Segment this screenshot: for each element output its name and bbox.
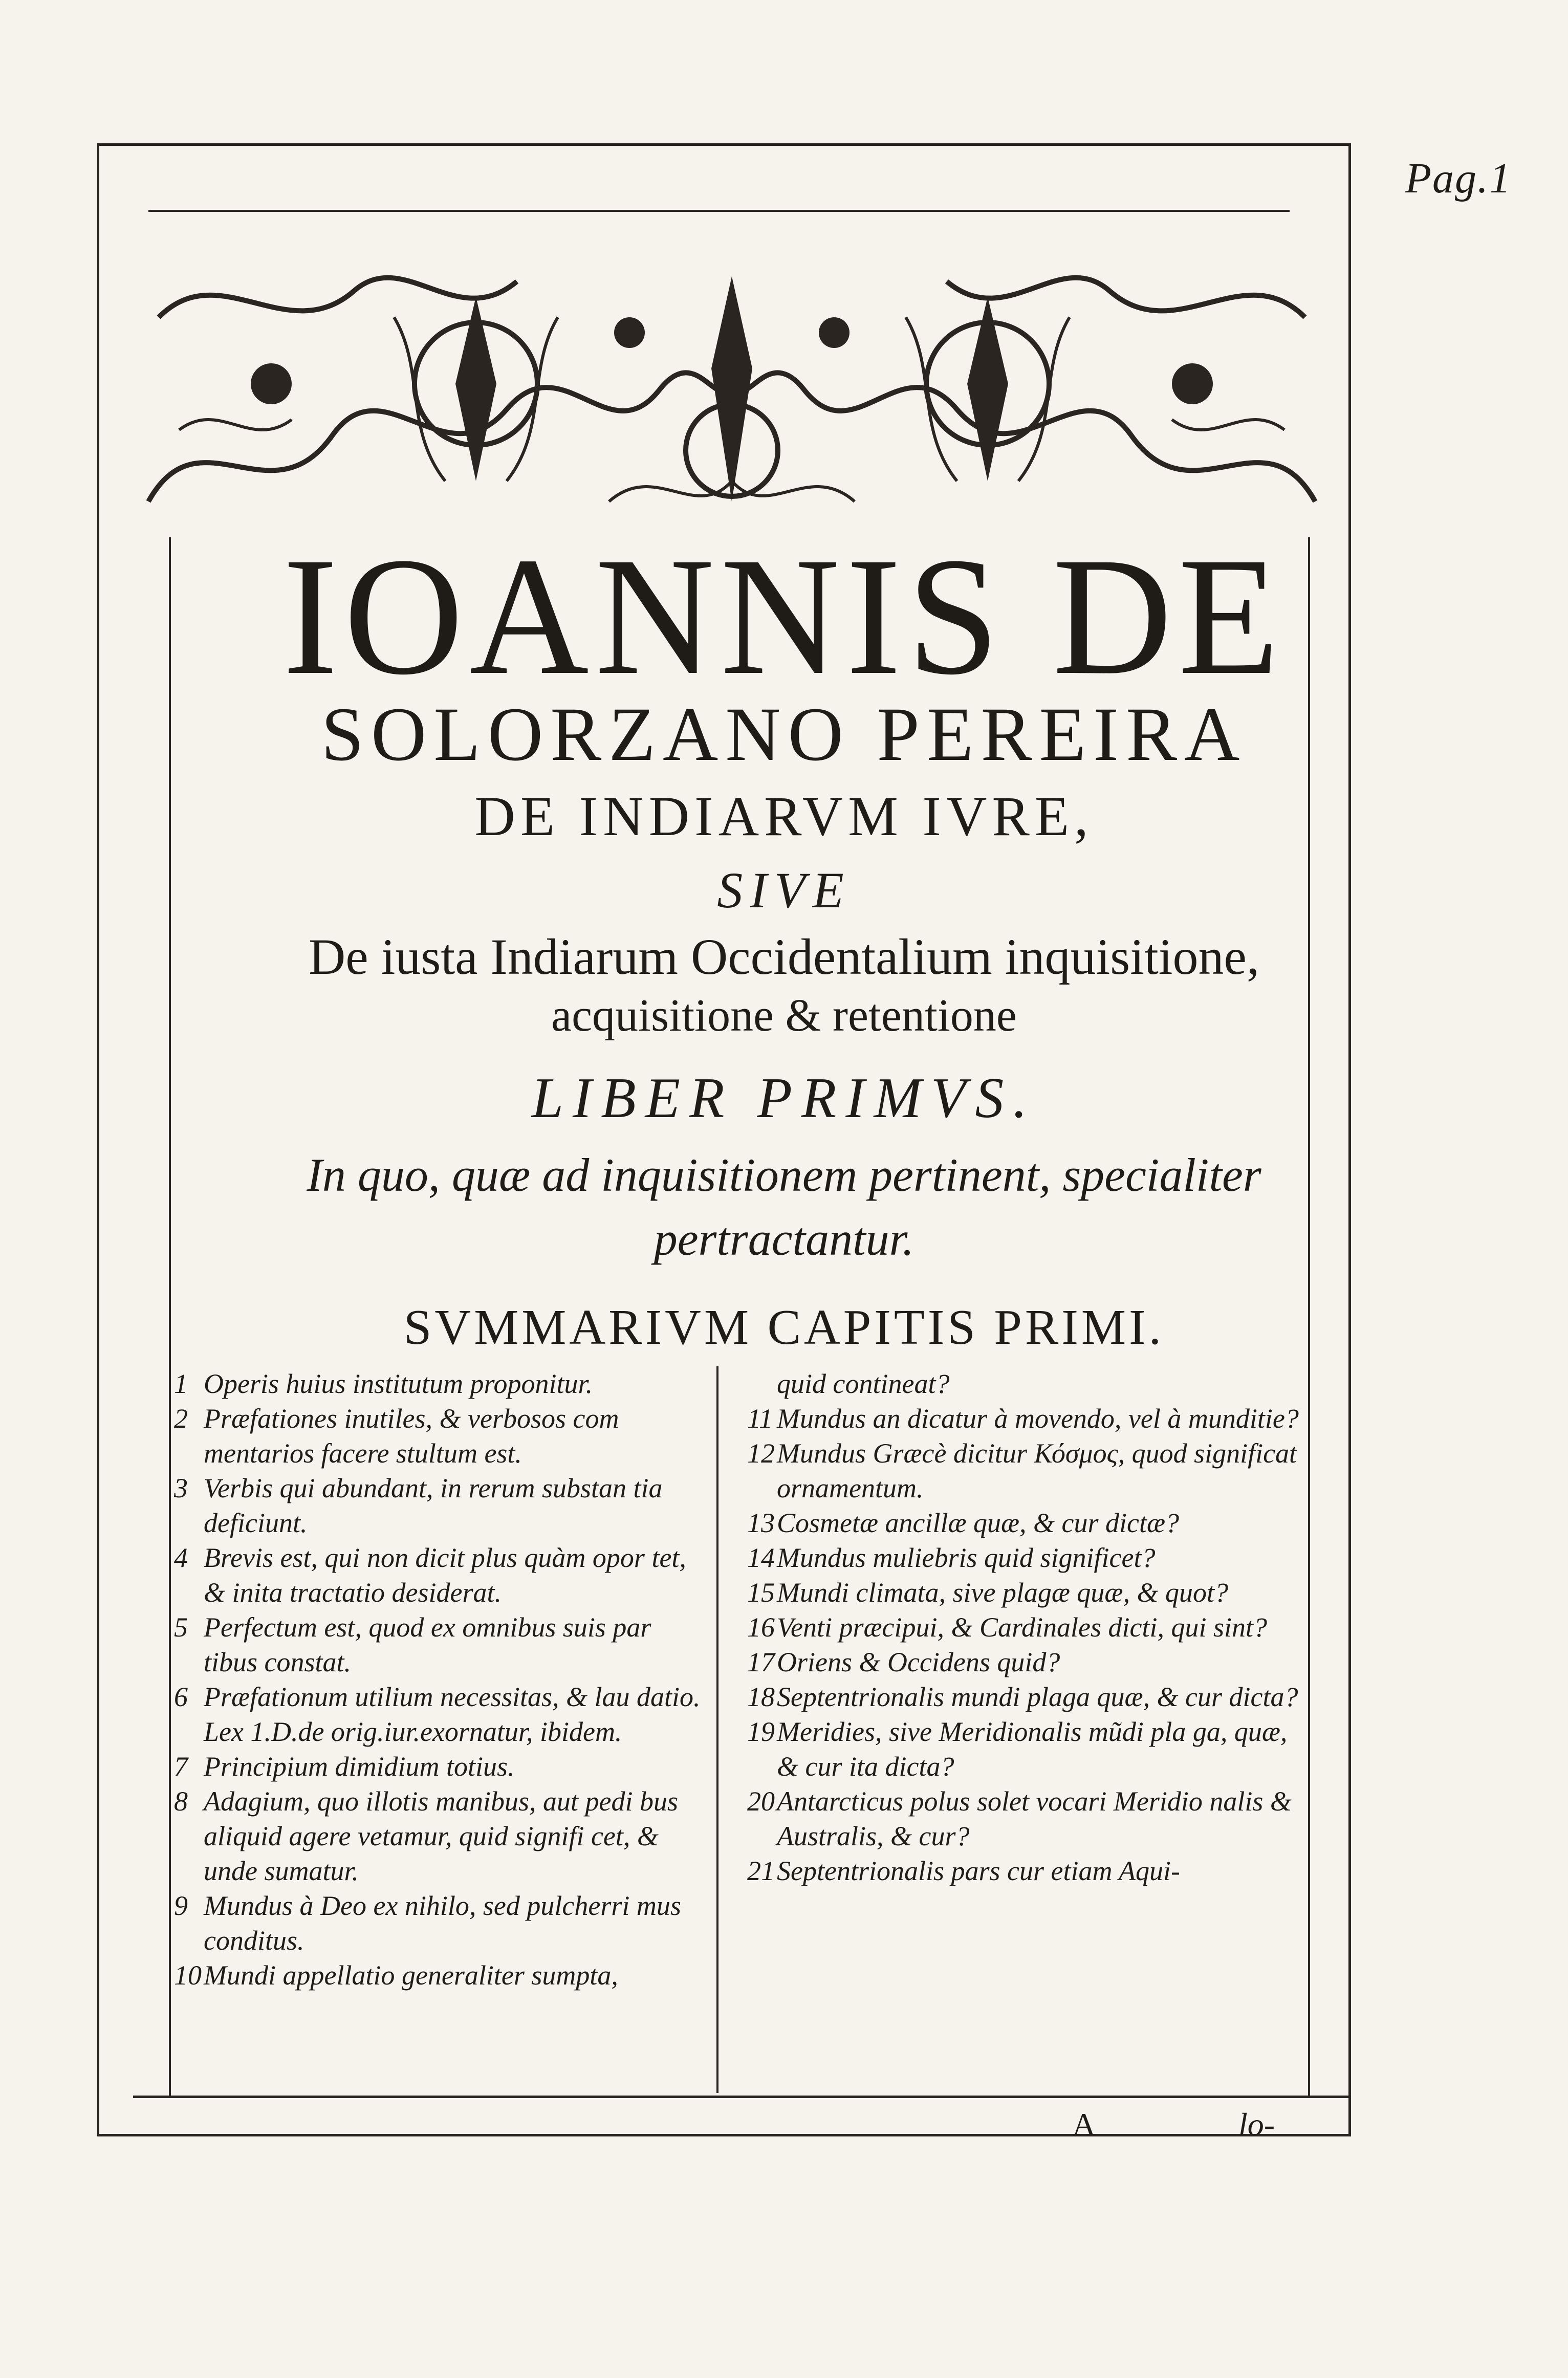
summary-item (174, 1958, 711, 1993)
author-name-line2: SOLORZANO PEREIRA (321, 692, 1247, 777)
summary-item (747, 1679, 1300, 1714)
page-number: Pag.1 (1405, 155, 1512, 202)
column-divider (716, 1366, 718, 2093)
summary-item (747, 1436, 1300, 1506)
summary-heading: SVMMARIVM CAPITIS PRIMI. (403, 1300, 1165, 1355)
summary-item (174, 1888, 711, 1958)
item-text: Adagium, quo illotis manibus, aut pedi bus aliquid agere vetamur, quid signifi cet, & unde sumatur. (204, 1786, 679, 1886)
item-number: 13 (747, 1508, 775, 1538)
item-text: Præfationes inutiles, & verbosos com mentarios facere stultum est. (204, 1403, 619, 1469)
item-text: Mundi appellatio generaliter sumpta, (204, 1960, 618, 1991)
woodcut-headpiece-ornament (118, 215, 1346, 548)
item-number: 15 (747, 1577, 775, 1608)
work-title: DE INDIARVM IVRE, (474, 785, 1094, 847)
header-rule (148, 210, 1290, 212)
item-text: Verbis qui abundant, in rerum substan tia deficiunt. (204, 1473, 663, 1538)
summary-item (747, 1540, 1300, 1575)
item-number: 6 (174, 1682, 188, 1712)
summary-item (174, 1471, 711, 1540)
summary-item (747, 1784, 1300, 1853)
summary-item (174, 1540, 711, 1610)
item-text: Oriens & Occidens quid? (777, 1647, 1060, 1677)
item-number: 19 (747, 1716, 775, 1747)
item-text: Meridies, sive Meridionalis mũdi pla ga, quæ, & cur ita dicta? (777, 1716, 1288, 1782)
summary-item (174, 1679, 711, 1714)
item-number: 7 (174, 1751, 188, 1782)
item-text: Antarcticus polus solet vocari Meridio nalis & Australis, & cur? (777, 1786, 1292, 1851)
summary-item (747, 1366, 1300, 1401)
subtitle-line1: De iusta Indiarum Occidentalium inquisitione, (309, 928, 1259, 985)
summary-item (747, 1401, 1300, 1436)
summary-item (174, 1714, 711, 1749)
item-text: Mundus muliebris quid significet? (777, 1542, 1156, 1573)
item-text: Septentrionalis mundi plaga quæ, & cur dicta? (777, 1682, 1298, 1712)
item-text: Principium dimidium totius. (204, 1751, 515, 1782)
summary-item (174, 1784, 711, 1888)
sive-connector: SIVE (717, 862, 851, 919)
item-text: Cosmetæ ancillæ quæ, & cur dictæ? (777, 1508, 1180, 1538)
summary-item (747, 1575, 1300, 1610)
item-text: Brevis est, qui non dicit plus quàm opor tet, & inita tractatio desiderat. (204, 1542, 686, 1608)
item-number: 14 (747, 1542, 775, 1573)
subtitle-line2: acquisitione & retentione (551, 990, 1017, 1041)
item-text: Mundus an dicatur à movendo, vel à munditie? (777, 1403, 1299, 1434)
item-text: Septentrionalis pars cur etiam Aqui- (777, 1856, 1180, 1886)
summary-item (747, 1853, 1300, 1888)
item-text: Mundus à Deo ex nihilo, sed pulcherri mus conditus. (204, 1890, 681, 1956)
item-text: Lex 1.D.de orig.iur.exornatur, ibidem. (204, 1716, 622, 1747)
item-text: Venti præcipui, & Cardinales dicti, qui sint? (777, 1612, 1267, 1643)
summary-left-column (174, 1366, 711, 2096)
item-number: 4 (174, 1542, 188, 1573)
summary-item (747, 1645, 1300, 1679)
item-number: 9 (174, 1890, 188, 1921)
item-number: 1 (174, 1368, 188, 1399)
item-number: 11 (747, 1403, 773, 1434)
item-text: Perfectum est, quod ex omnibus suis par tibus constat. (204, 1612, 651, 1677)
item-number: 16 (747, 1612, 775, 1643)
author-name-line1: IOANNIS DE (282, 523, 1286, 710)
summary-right-column (747, 1366, 1300, 2096)
summary-item (174, 1749, 711, 1784)
item-number: 20 (747, 1786, 775, 1817)
intro-line1: In quo, quæ ad inquisitionem pertinent, specialiter (307, 1149, 1261, 1201)
item-text: Mundi climata, sive plagæ quæ, & quot? (777, 1577, 1228, 1608)
item-number: 10 (174, 1960, 202, 1991)
item-text: Operis huius institutum proponitur. (204, 1368, 593, 1399)
intro-line2: pertractantur. (654, 1213, 914, 1265)
summary-item (174, 1401, 711, 1471)
footer-rule (133, 2096, 1351, 2098)
item-number: 12 (747, 1438, 775, 1469)
catchword: lo- (1238, 2106, 1275, 2143)
book-heading: LIBER PRIMVS. (531, 1066, 1037, 1130)
item-text: Præfationum utilium necessitas, & lau datio. (204, 1682, 701, 1712)
item-number: 2 (174, 1403, 188, 1434)
item-number: 5 (174, 1612, 188, 1643)
signature-mark: A (1072, 2106, 1096, 2143)
summary-item (747, 1506, 1300, 1540)
item-number: 17 (747, 1647, 775, 1677)
item-number: 21 (747, 1856, 775, 1886)
item-text: Mundus Græcè dicitur Κόσμος, quod significat ornamentum. (777, 1438, 1297, 1503)
summary-item (747, 1714, 1300, 1784)
summary-item (174, 1610, 711, 1679)
item-number: 8 (174, 1786, 188, 1817)
item-number: 3 (174, 1473, 188, 1503)
chapter-summary (169, 1366, 1310, 2096)
item-text: quid contineat? (777, 1368, 950, 1399)
summary-item (174, 1366, 711, 1401)
summary-item (747, 1610, 1300, 1645)
item-number: 18 (747, 1682, 775, 1712)
